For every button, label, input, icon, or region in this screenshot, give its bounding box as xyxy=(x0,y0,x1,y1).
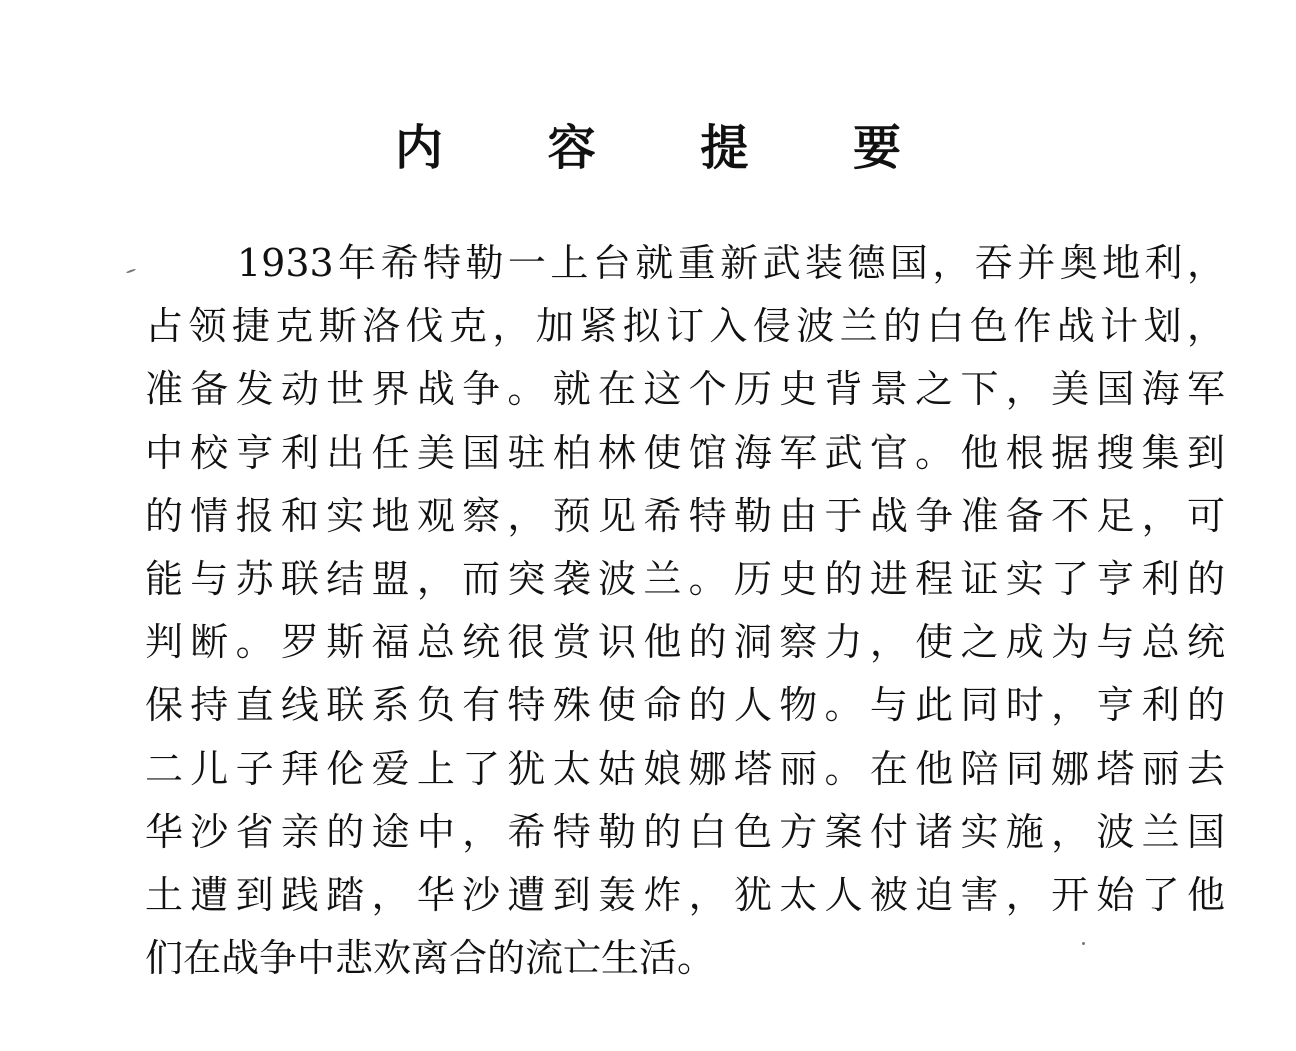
page-title: 内 容 提 要 xyxy=(394,120,946,176)
text-line: 占领捷克斯洛伐克，加紧拟订入侵波兰的白色作战计划， xyxy=(145,304,1225,349)
text-line: 准备发动世界战争。就在这个历史背景之下，美国海军 xyxy=(145,367,1225,412)
text-line: 中校亨利出任美国驻柏林使馆海军武官。他根据搜集到 xyxy=(145,430,1225,475)
text-line: 1933年希特勒一上台就重新武装德国，吞并奥地利， xyxy=(237,241,1225,285)
text-line: 二儿子拜伦爱上了犹太姑娘娜塔丽。在他陪同娜塔丽去 xyxy=(145,746,1225,791)
scan-speck xyxy=(126,268,136,273)
text-line: 保持直线联系负有特殊使命的人物。与此同时，亨利的 xyxy=(145,683,1225,728)
text-line: 华沙省亲的途中，希特勒的白色方案付诸实施，波兰国 xyxy=(145,809,1225,854)
text-line: 判断。罗斯福总统很赏识他的洞察力，使之成为与总统 xyxy=(145,620,1225,665)
text-line: 们在战争中悲欢离合的流亡生活。 xyxy=(145,936,716,981)
scan-speck xyxy=(1082,942,1085,945)
text-line: 的情报和实地观察，预见希特勒由于战争准备不足，可 xyxy=(145,493,1225,538)
text-line: 土遭到践踏，华沙遭到轰炸，犹太人被迫害，开始了他 xyxy=(145,872,1225,917)
summary-paragraph xyxy=(145,232,1225,990)
text-line: 能与苏联结盟，而突袭波兰。历史的进程证实了亨利的 xyxy=(145,556,1225,601)
